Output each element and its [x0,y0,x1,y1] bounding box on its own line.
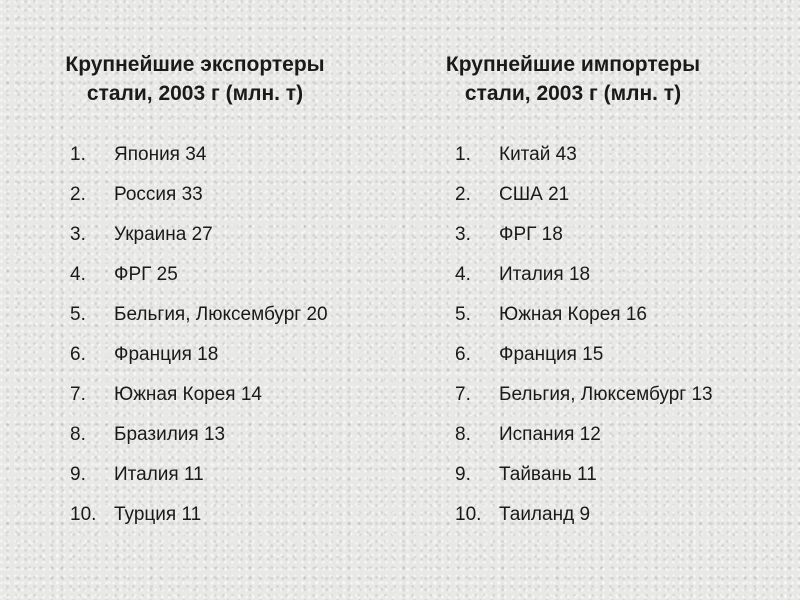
list-item-number: 4. [455,264,471,285]
importers-title-line2: стали, 2003 г (млн. т) [464,82,682,105]
list-item-text: Испания 12 [499,424,601,445]
list-item-number: 3. [455,224,471,245]
list-item-number: 4. [70,264,86,285]
importers-list-item [455,135,713,175]
list-item-text: Франция 18 [114,344,219,365]
list-item-text: Турция 11 [114,504,202,525]
list-item-text: Италия 18 [499,264,591,285]
list-item-text: Бельгия, Люксембург 20 [114,304,328,325]
list-item-number: 1. [455,144,471,165]
list-item-number: 2. [455,184,471,205]
list-item-text: Италия 11 [114,464,204,485]
list-item-text: Южная Корея 16 [499,304,648,325]
list-item-text: ФРГ 25 [114,264,178,285]
list-item-text: Южная Корея 14 [114,384,263,405]
list-item-number: 8. [455,424,471,445]
exporters-column [20,50,380,525]
list-item-number: 2. [70,184,86,205]
importers-list-item [455,295,713,335]
exporters-list-item [70,295,328,335]
exporters-list-item [70,175,328,215]
list-item-number: 9. [70,464,86,485]
list-item-number: 10. [70,504,97,525]
list-item-text: Франция 15 [499,344,604,365]
exporters-list-item [70,335,328,375]
importers-list-item [455,175,713,215]
list-item-text: Бельгия, Люксембург 13 [499,384,713,405]
list-item-number: 7. [455,384,471,405]
importers-list-item [455,455,713,495]
list-item-number: 6. [455,344,471,365]
exporters-list-item [70,455,328,495]
exporters-title [20,50,370,108]
list-item-text: Китай 43 [499,144,577,165]
importers-list-item [455,215,713,255]
list-item-text: Тайвань 11 [499,464,597,485]
importers-list-item [455,495,713,535]
importers-column [400,50,760,525]
list-item-text: Бразилия 13 [114,424,226,445]
list-item-number: 8. [70,424,86,445]
list-item-number: 7. [70,384,86,405]
list-item-number: 5. [455,304,471,325]
exporters-list [70,135,328,535]
exporters-title-line1: Крупнейшие экспортеры [65,53,325,76]
list-item-number: 9. [455,464,471,485]
list-item-number: 1. [70,144,86,165]
list-item-text: Таиланд 9 [499,504,591,525]
exporters-list-item [70,495,328,535]
exporters-list-item [70,415,328,455]
importers-list-item [455,375,713,415]
importers-list-item [455,335,713,375]
list-item-text: Япония 34 [114,144,207,165]
importers-title [400,50,746,108]
list-item-number: 10. [455,504,482,525]
exporters-list-item [70,215,328,255]
list-item-text: ФРГ 18 [499,224,563,245]
list-item-number: 6. [70,344,86,365]
exporters-title-line2: стали, 2003 г (млн. т) [86,82,304,105]
exporters-list-item [70,375,328,415]
list-item-text: США 21 [499,184,570,205]
list-item-text: Украина 27 [114,224,213,245]
importers-list-item [455,255,713,295]
exporters-list-item [70,255,328,295]
importers-title-line1: Крупнейшие импортеры [445,53,701,76]
importers-list [455,135,713,535]
list-item-number: 3. [70,224,86,245]
exporters-list-item [70,135,328,175]
importers-list-item [455,415,713,455]
list-item-text: Россия 33 [114,184,203,205]
list-item-number: 5. [70,304,86,325]
